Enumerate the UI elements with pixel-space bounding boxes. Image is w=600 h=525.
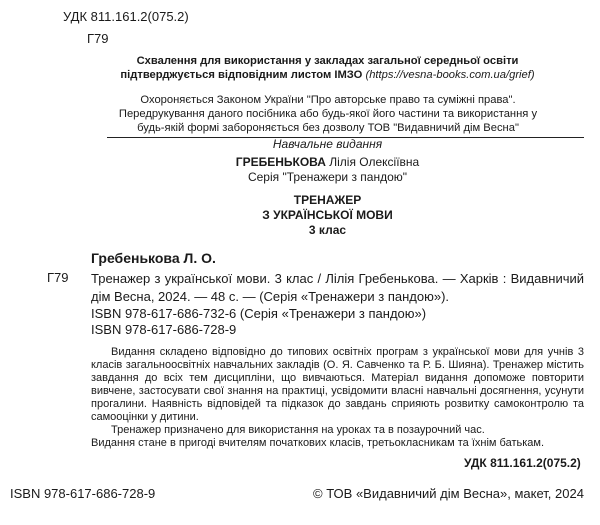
approval-line-1: Схвалення для використання у закладах загальної середньої освіти	[136, 55, 519, 67]
series-line: Серія "Тренажери з пандою"	[247, 170, 408, 184]
approval-line-2	[105, 68, 550, 82]
isbn-bottom: ISBN 978-617-686-728-9	[10, 486, 156, 501]
purpose-line-1: Тренажер призначено для використання на уроках та в позаурочний час.	[111, 424, 485, 436]
author-full-name	[105, 155, 550, 169]
copyright-notice: Охороняється Законом України "Про авторське право та суміжні права". Передрукування даного посібника або будь-якої його частини та використання у будь-якій формі забороняється без дозволу ТОВ "Видавничий дім Весна"	[118, 94, 538, 134]
title-line-3: 3 клас	[308, 223, 347, 237]
title-line-1: ТРЕНАЖЕР	[293, 193, 362, 207]
bibliographic-author-mark: Г79	[47, 270, 69, 285]
book-title	[105, 193, 550, 238]
title-line-2: З УКРАЇНСЬКОЇ МОВИ	[262, 208, 393, 222]
purpose-line-2: Видання стане в пригоді вчителям початкових класів, третьокласникам та їхнім батькам.	[91, 437, 545, 449]
bibliographic-description: Тренажер з української мови. 3 клас / Лілія Гребенькова. — Харків : Видавничий дім Весна, 2024. — 48 с. — (Серія «Тренажери з пандою»).	[91, 271, 584, 304]
isbn-book: ISBN 978-617-686-728-9	[91, 322, 237, 337]
approval-line-2-text: підтверджується відповідним листом ІМЗО	[120, 69, 363, 81]
author-lastname: ГРЕБЕНЬКОВА	[235, 155, 326, 169]
publisher-copyright: © ТОВ «Видавничий дім Весна», макет, 2024	[313, 486, 584, 501]
isbn-series: ISBN 978-617-686-732-6 (Серія «Тренажери з пандою»)	[91, 306, 427, 321]
annotation: Видання складено відповідно до типових освітніх програм з української мови для учнів 3 класів загальноосвітніх навчальних закладів (О. Я. Савченко та Р. Б. Шияна). Тренажер містить завдання до всіх тем дисципліни, що вивчаються. Матеріал видання допоможе повторити вивчене, застосувати свої знання на практиці, усвідомити власні навчальні досягнення, усунути прогалини. Наявність відповідей та підказок до завдань сприяють розвитку самоконтролю та самооцінки у дитини.	[91, 346, 584, 423]
author-names: Лілія Олексіївна	[329, 155, 420, 169]
udk-code-bottom: УДК 811.161.2(075.2)	[464, 456, 581, 470]
author-mark-top: Г79	[87, 31, 109, 46]
approval-notice	[105, 54, 550, 82]
approval-url: (https://vesna-books.com.ua/grief)	[365, 69, 535, 81]
udk-code-top: УДК 811.161.2(075.2)	[63, 9, 189, 24]
edition-type: Навчальне видання	[272, 137, 383, 151]
bibliographic-author: Гребенькова Л. О.	[91, 250, 216, 266]
